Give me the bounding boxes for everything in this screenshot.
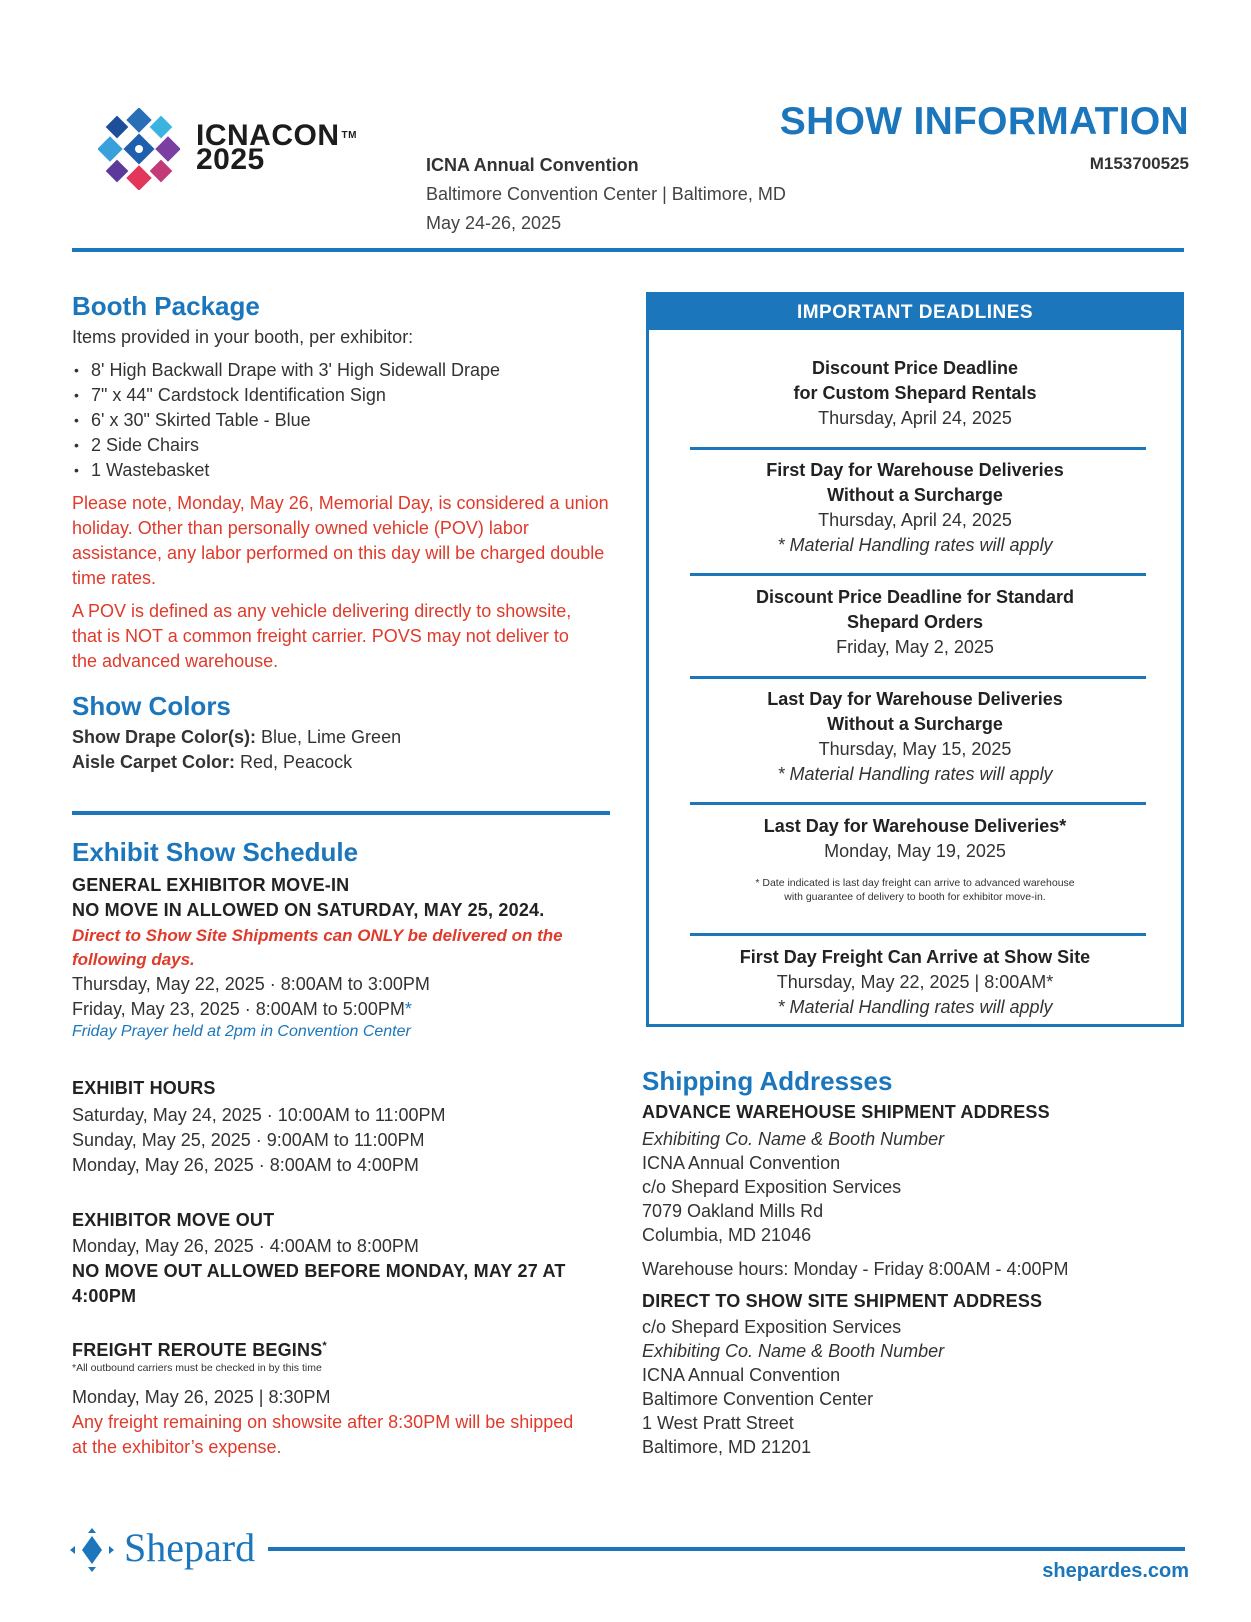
deadline-divider — [690, 447, 1146, 450]
shepard-logo-icon — [70, 1528, 114, 1572]
deadline-title: Without a Surcharge — [827, 714, 1003, 734]
carpet-color-label: Aisle Carpet Color: — [72, 752, 236, 772]
booth-package-heading: Booth Package — [72, 291, 260, 321]
icnacon-logo — [98, 108, 358, 192]
list-item: • 2 Side Chairs — [72, 433, 612, 458]
pov-note: A POV is defined as any vehicle delivering directly to showsite, that is NOT a common freight carrier. POVS may not deliver to the advanced warehouse. — [72, 601, 572, 671]
advance-address-line: ICNA Annual Convention — [642, 1153, 841, 1173]
movein-day2-star: * — [404, 999, 412, 1019]
direct-address-line: Exhibiting Co. Name & Booth Number — [642, 1341, 945, 1361]
reroute-title-line — [72, 1340, 327, 1361]
deadline-title: for Custom Shepard Rentals — [793, 383, 1037, 403]
deadlines-heading: IMPORTANT DEADLINES — [649, 295, 1181, 330]
deadline-title: Without a Surcharge — [827, 485, 1003, 505]
movein-day2: Friday, May 23, 2025 · 8:00AM to 5:00PM — [72, 999, 405, 1019]
reroute-note: Any freight remaining on showsite after 8:30PM will be shipped at the exhibitor’s expense. — [72, 1412, 574, 1457]
booth-package-intro: Items provided in your booth, per exhibitor: — [72, 327, 414, 347]
drape-color-label: Show Drape Color(s): — [72, 727, 257, 747]
movein-day1: Thursday, May 22, 2025 · 8:00AM to 3:00PM — [72, 974, 430, 994]
warehouse-hours: Warehouse hours: Monday - Friday 8:00AM - 4:00PM — [642, 1259, 1069, 1279]
deadline-title: Last Day for Warehouse Deliveries — [767, 689, 1063, 709]
movein-title: GENERAL EXHIBITOR MOVE-IN — [72, 875, 350, 895]
left-divider — [72, 811, 610, 815]
reroute-star: * — [322, 1340, 327, 1352]
deadline-custom-rentals — [649, 356, 1181, 431]
show-code: M153700525 — [1089, 154, 1189, 173]
convention-dates: May 24-26, 2025 — [426, 213, 562, 233]
advance-address-line: Columbia, MD 21046 — [642, 1225, 812, 1245]
carpet-color-value: Red, Peacock — [235, 752, 353, 772]
advance-address-line: Exhibiting Co. Name & Booth Number — [642, 1129, 945, 1149]
drape-color-value: Blue, Lime Green — [256, 727, 402, 747]
advance-address-line: 7079 Oakland Mills Rd — [642, 1201, 824, 1221]
direct-address-line: ICNA Annual Convention — [642, 1365, 841, 1385]
booth-items-list — [72, 358, 612, 483]
logo-tm: TM — [341, 130, 357, 141]
schedule-heading: Exhibit Show Schedule — [72, 837, 359, 867]
footer-divider — [268, 1547, 1185, 1551]
movein-warning: NO MOVE IN ALLOWED ON SATURDAY, MAY 25, 2024. — [72, 900, 545, 920]
moveout-warning: NO MOVE OUT ALLOWED BEFORE MONDAY, MAY 27 AT 4:00PM — [72, 1261, 566, 1306]
drape-color-line — [72, 725, 401, 750]
show-colors-heading: Show Colors — [72, 691, 231, 721]
deadline-title: Discount Price Deadline — [811, 358, 1019, 378]
direct-address-line: Baltimore, MD 21201 — [642, 1437, 812, 1457]
direct-address-line: 1 West Pratt Street — [642, 1413, 794, 1433]
moveout-time: Monday, May 26, 2025 · 4:00AM to 8:00PM — [72, 1236, 419, 1256]
deadline-warehouse-last — [649, 814, 1181, 904]
deadline-date: Monday, May 19, 2025 — [824, 841, 1006, 861]
deadline-warehouse-last-no-surcharge — [649, 687, 1181, 787]
advance-address-line: c/o Shepard Exposition Services — [642, 1177, 902, 1197]
convention-name: ICNA Annual Convention — [426, 155, 639, 175]
movein-direct-note: Direct to Show Site Shipments can ONLY be delivered on the following days. — [72, 926, 563, 969]
deadline-title: Discount Price Deadline for Standard — [755, 587, 1075, 607]
movein-day2-line — [72, 997, 412, 1022]
deadline-fine-print: with guarantee of delivery to booth for exhibitor move-in. — [784, 891, 1046, 903]
deadline-fine-print: * Date indicated is last day freight can arrive to advanced warehouse — [755, 877, 1075, 889]
convention-venue: Baltimore Convention Center | Baltimore, MD — [426, 184, 786, 204]
hours-saturday: Saturday, May 24, 2025 · 10:00AM to 11:00PM — [72, 1105, 446, 1125]
list-item: • 1 Wastebasket — [72, 458, 612, 483]
deadline-title: Last Day for Warehouse Deliveries* — [763, 816, 1067, 836]
website-link[interactable]: shepardes.com — [1042, 1560, 1189, 1582]
moveout-title: EXHIBITOR MOVE OUT — [72, 1210, 275, 1230]
carpet-color-line — [72, 750, 352, 775]
shipping-heading: Shipping Addresses — [642, 1066, 893, 1096]
deadline-date: Friday, May 2, 2025 — [836, 637, 994, 657]
deadline-date: Thursday, May 15, 2025 — [818, 739, 1012, 759]
deadline-divider — [690, 573, 1146, 576]
reroute-title: FREIGHT REROUTE BEGINS — [72, 1340, 323, 1360]
direct-address-line: Baltimore Convention Center — [642, 1389, 874, 1409]
direct-showsite-title: DIRECT TO SHOW SITE SHIPMENT ADDRESS — [642, 1291, 1043, 1311]
icnacon-logo-icon — [98, 108, 180, 190]
logo-wordmark — [196, 119, 357, 176]
reroute-time: Monday, May 26, 2025 | 8:30PM — [72, 1387, 331, 1407]
important-deadlines-box — [646, 292, 1184, 1027]
deadline-date: Thursday, April 24, 2025 — [818, 510, 1012, 530]
deadline-divider — [690, 933, 1146, 936]
deadline-divider — [690, 802, 1146, 805]
hours-monday: Monday, May 26, 2025 · 8:00AM to 4:00PM — [72, 1155, 419, 1175]
list-item: • 6' x 30" Skirted Table - Blue — [72, 408, 612, 433]
header-divider — [72, 248, 1184, 252]
deadline-warehouse-first — [649, 458, 1181, 558]
deadline-date: Thursday, May 22, 2025 | 8:00AM* — [776, 972, 1054, 992]
deadline-note: * Material Handling rates will apply — [777, 997, 1053, 1017]
deadline-note: * Material Handling rates will apply — [777, 764, 1053, 784]
deadline-showsite-freight — [649, 945, 1181, 1020]
deadline-note: * Material Handling rates will apply — [777, 535, 1053, 555]
logo-text-line1: ICNACON — [196, 119, 340, 152]
hours-title: EXHIBIT HOURS — [72, 1078, 216, 1098]
list-item: • 8' High Backwall Drape with 3' High Sidewall Drape — [72, 358, 612, 383]
deadline-title: First Day for Warehouse Deliveries — [766, 460, 1064, 480]
deadline-title: First Day Freight Can Arrive at Show Site — [739, 947, 1091, 967]
direct-address-line: c/o Shepard Exposition Services — [642, 1317, 902, 1337]
list-item: • 7" x 44" Cardstock Identification Sign — [72, 383, 612, 408]
shepard-wordmark: Shepard — [124, 1525, 256, 1570]
memorial-day-note: Please note, Monday, May 26, Memorial Day, is considered a union holiday. Other than personally owned vehicle (POV) labor assistance, any labor performed on this day will be charged double time rates. — [72, 493, 609, 588]
prayer-note: Friday Prayer held at 2pm in Convention Center — [72, 1023, 411, 1040]
deadline-divider — [690, 676, 1146, 679]
advance-warehouse-title: ADVANCE WAREHOUSE SHIPMENT ADDRESS — [642, 1102, 1050, 1122]
logo-text-line2: 2025 — [196, 143, 265, 176]
deadline-title: Shepard Orders — [846, 612, 984, 632]
deadline-date: Thursday, April 24, 2025 — [818, 408, 1012, 428]
reroute-fine-print: *All outbound carriers must be checked in by this time — [72, 1362, 322, 1374]
page-title: SHOW INFORMATION — [779, 100, 1189, 143]
deadline-standard-orders — [649, 585, 1181, 660]
hours-sunday: Sunday, May 25, 2025 · 9:00AM to 11:00PM — [72, 1130, 425, 1150]
